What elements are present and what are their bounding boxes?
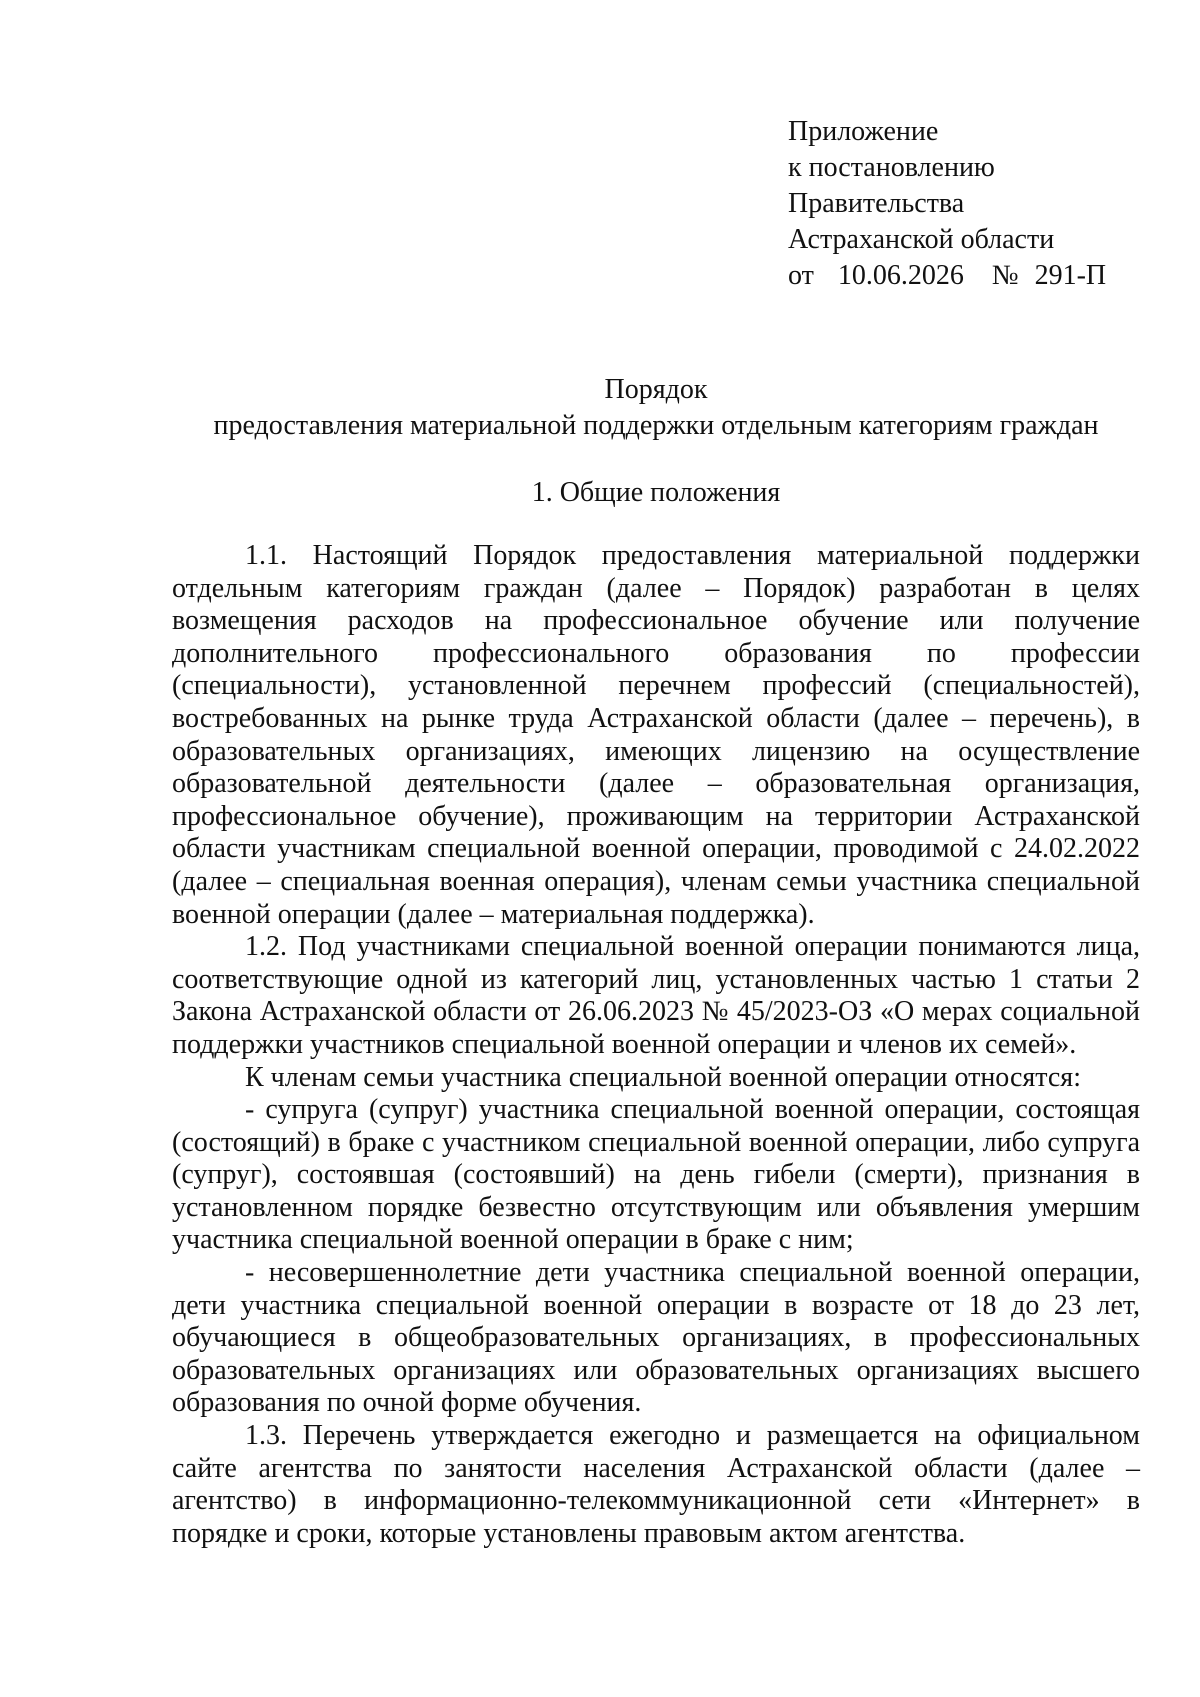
number-sign: № — [991, 260, 1019, 291]
resolution-number: 291-П — [1034, 260, 1107, 291]
paragraph-1-2: 1.2. Под участниками специальной военной операции понимаются лица, соответствующие одной из категорий лиц, установленных частью 1 статьи 2 Закона Астраханской области от 26.06.2023 № 45/2023-ОЗ «О мерах социальной поддержки участников специальной военной операции и членов их семей». — [172, 931, 1140, 1060]
approval-line-region: Астраханской области — [788, 224, 1055, 255]
list-item-spouse: - супруга (супруг) участника специальной военной операции, состоящая (состоящий) в браке с участником специальной военной операции, либо супруга (супруг), состоявшая (состоявший) на день гибели (смерти), признания в установленном порядке безвестно отсутствующим или объявления умершим участника специальной военной операции в браке с ним; — [172, 1094, 1140, 1256]
paragraph-family-members: К членам семьи участника специальной военной операции относятся: — [245, 1061, 1081, 1093]
paragraph-1-3: 1.3. Перечень утверждается ежегодно и размещается на официальном сайте агентства по занятости населения Астраханской области (далее – агентство) в информационно-телекоммуникационной сети «Интернет» в порядке и сроки, которые установлены правовым актом агентства. — [172, 1420, 1140, 1549]
approval-line-resolution: к постановлению — [788, 152, 995, 183]
resolution-date: 10.06.2026 — [837, 260, 964, 291]
list-item-children: - несовершеннолетние дети участника специальной военной операции, дети участника специальной военной операции в возрасте от 18 до 23 лет, обучающиеся в общеобразовательных организациях, в профессиональных образовательных организациях или образовательных организациях высшего образования по очной форме обучения. — [172, 1257, 1140, 1419]
document-title: Порядок — [604, 374, 708, 405]
approval-line-government: Правительства — [788, 188, 965, 219]
document-title-block — [172, 372, 1140, 444]
approval-block — [788, 114, 1168, 294]
document-body — [172, 540, 1140, 1550]
approval-date-line — [788, 258, 1168, 294]
document-subtitle: предоставления материальной поддержки отдельным категориям граждан — [213, 410, 1099, 441]
approval-line-appendix: Приложение — [788, 116, 939, 147]
paragraph-1-1: 1.1. Настоящий Порядок предоставления материальной поддержки отдельным категориям граждан (далее – Порядок) разработан в целях возмещения расходов на профессиональное обучение или получение дополнительного профессионального образования по профессии (специальности), установленной перечнем профессий (специальностей), востребованных на рынке труда Астраханской области (далее – перечень), в образовательных организациях, имеющих лицензию на осуществление образовательной деятельности (далее – образовательная организация, профессиональное обучение), проживающим на территории Астраханской области участникам специальной военной операции, проводимой с 24.02.2022 (далее – специальная военная операция), членам семьи участника специальной военной операции (далее – материальная поддержка). — [172, 540, 1140, 930]
section-heading: 1. Общие положения — [531, 477, 781, 508]
date-prefix: от — [788, 260, 814, 291]
